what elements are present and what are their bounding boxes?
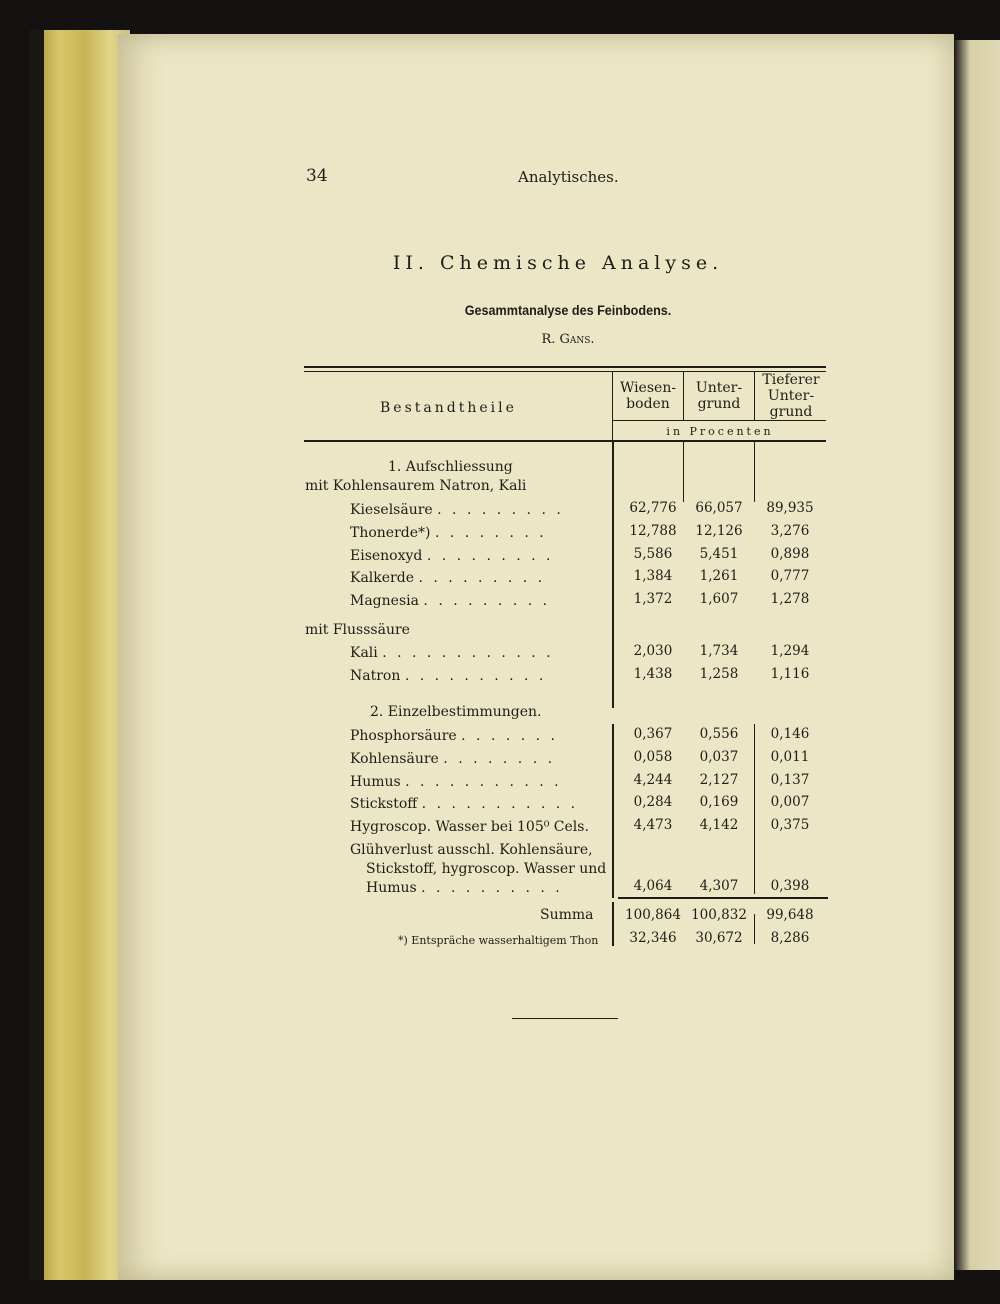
row-einzelbestimmung-label	[350, 796, 578, 812]
row-einzelbestimmung-value: 0,375	[770, 817, 810, 833]
row-flusssaeure-label-text: Natron	[350, 668, 401, 684]
row-aufschliessung-label-text: Magnesia	[350, 593, 419, 609]
row-einzelbestimmung-value: 0,058	[633, 749, 673, 765]
row-einzelbestimmung-leader-dots: . . . . . . .	[461, 728, 558, 744]
row-einzelbestimmung-label-text: Hygroscop. Wasser bei 105⁰ Cels.	[350, 819, 589, 835]
row-aufschliessung-value: 1,384	[633, 568, 673, 584]
footnote-vertical-rule	[612, 902, 614, 946]
row-einzelbestimmung-value: 0,007	[770, 794, 810, 810]
header-col-rule-2	[754, 372, 755, 420]
row-aufschliessung-leader-dots: . . . . . . . . .	[418, 570, 546, 586]
summa-label: Summa	[540, 907, 594, 923]
body-vertical-rule	[612, 442, 614, 708]
row-aufschliessung-label	[350, 525, 547, 541]
row-aufschliessung-value: 12,126	[695, 523, 743, 539]
row-flusssaeure-value: 1,438	[633, 666, 673, 682]
stub-header: Bestandtheile	[380, 400, 517, 416]
footnote-wiesenboden: 32,346	[629, 930, 677, 946]
summa-tieferer: 99,648	[766, 907, 814, 923]
column-header-untergrund: Unter- grund	[695, 380, 743, 412]
header-col-rule-1	[683, 372, 684, 420]
unit-top-rule	[612, 420, 826, 421]
table-subtitle: Gesammtanalyse des Feinbodens.	[464, 302, 672, 318]
book-page-edges	[30, 30, 130, 1280]
footnote: *) Entspräche wasserhaltigem Thon	[398, 934, 599, 947]
row-aufschliessung-value: 5,586	[633, 546, 673, 562]
row-flusssaeure-value: 1,258	[699, 666, 739, 682]
row-einzelbestimmung-label-text: Stickstoff	[350, 796, 418, 812]
row-einzelbestimmung-value: 2,127	[699, 772, 739, 788]
row-einzelbestimmung-value: 0,284	[633, 794, 673, 810]
row-einzelbestimmung-value: 0,137	[770, 772, 810, 788]
row-aufschliessung-value: 1,278	[770, 591, 810, 607]
page-number: 34	[306, 166, 328, 186]
column-header-tieferer-untergrund: Tieferer Unter- grund	[762, 372, 820, 420]
row-einzelbestimmung-label-text: Phosphorsäure	[350, 728, 457, 744]
row-flusssaeure-value: 1,294	[770, 643, 810, 659]
row-einzelbestimmung-label	[350, 774, 562, 790]
body-vertical-rule-2	[612, 724, 614, 898]
row-einzelbestimmung-value: 4,244	[633, 772, 673, 788]
row-einzelbestimmung-value: 0,556	[699, 726, 739, 742]
row-aufschliessung-value: 3,276	[770, 523, 810, 539]
row-aufschliessung-leader-dots: . . . . . . . . .	[423, 593, 551, 609]
row-einzelbestimmung-value: 0,037	[699, 749, 739, 765]
row-aufschliessung-label	[350, 593, 550, 609]
summa-rule	[618, 897, 828, 899]
facing-page-edge	[954, 40, 1000, 1270]
group-subtitle-aufschliessung: mit Kohlensaurem Natron, Kali	[305, 478, 527, 494]
row-aufschliessung-value: 1,372	[633, 591, 673, 607]
row-aufschliessung-label-text: Kalkerde	[350, 570, 414, 586]
row-label-gluehverlust-1: Glühverlust ausschl. Kohlensäure,	[350, 842, 593, 858]
row-einzelbestimmung-label-text: Kohlensäure	[350, 751, 439, 767]
header-vertical-rule	[612, 372, 613, 440]
header-bottom-rule	[304, 440, 826, 442]
group-title-flusssaeure: mit Flusssäure	[305, 622, 410, 638]
row-flusssaeure-value: 1,734	[699, 643, 739, 659]
row-einzelbestimmung-label	[350, 819, 589, 835]
group-title-aufschliessung: 1. Aufschliessung	[388, 459, 513, 475]
row-aufschliessung-value: 62,776	[629, 500, 677, 516]
row-aufschliessung-label	[350, 502, 564, 518]
table-top-rule-2	[304, 371, 826, 372]
row-flusssaeure-leader-dots: . . . . . . . . . .	[404, 668, 547, 684]
value-gluehverlust-untergrund: 4,307	[699, 878, 739, 894]
row-aufschliessung-leader-dots: . . . . . . . .	[434, 525, 547, 541]
row-einzelbestimmung-value: 4,142	[699, 817, 739, 833]
row-aufschliessung-leader-dots: . . . . . . . . .	[437, 502, 564, 518]
summa-untergrund: 100,832	[691, 907, 747, 923]
row-flusssaeure-label	[350, 645, 554, 661]
row-einzelbestimmung-value: 4,473	[633, 817, 673, 833]
author-line	[118, 332, 1000, 347]
row-flusssaeure-label-text: Kali	[350, 645, 378, 661]
row-aufschliessung-leader-dots: . . . . . . . . .	[426, 548, 554, 564]
row-einzelbestimmung-label-text: Humus	[350, 774, 401, 790]
row-flusssaeure-label	[350, 668, 546, 684]
row-einzelbestimmung-leader-dots: . . . . . . . . . . .	[405, 774, 562, 790]
group-title-einzelbestimmungen: 2. Einzelbestimmungen.	[370, 704, 542, 720]
row-aufschliessung-value: 0,898	[770, 546, 810, 562]
value-gluehverlust-tieferer: 0,398	[770, 878, 810, 894]
row-label-gluehverlust-3: Humus . . . . . . . . . .	[366, 880, 563, 896]
table-top-rule	[304, 366, 826, 368]
row-aufschliessung-label-text: Kieselsäure	[350, 502, 433, 518]
section-title: II. Chemische Analyse.	[392, 252, 724, 274]
row-aufschliessung-label	[350, 548, 554, 564]
row-einzelbestimmung-value: 0,367	[633, 726, 673, 742]
row-flusssaeure-value: 1,116	[770, 666, 810, 682]
row-einzelbestimmung-value: 0,169	[699, 794, 739, 810]
row-einzelbestimmung-label	[350, 728, 558, 744]
row-flusssaeure-leader-dots: . . . . . . . . . . . .	[382, 645, 554, 661]
row-aufschliessung-label	[350, 570, 545, 586]
row-flusssaeure-value: 2,030	[633, 643, 673, 659]
row-aufschliessung-value: 66,057	[695, 500, 743, 516]
book-page	[118, 34, 954, 1280]
row-aufschliessung-value: 12,788	[629, 523, 677, 539]
row-aufschliessung-value: 5,451	[699, 546, 739, 562]
row-aufschliessung-value: 0,777	[770, 568, 810, 584]
unit-label: in Procenten	[666, 425, 774, 438]
row-aufschliessung-value: 89,935	[766, 500, 814, 516]
body-col-rule-1	[683, 442, 684, 502]
row-einzelbestimmung-leader-dots: . . . . . . . . . . .	[421, 796, 579, 812]
column-header-wiesenboden: Wiesen- boden	[619, 380, 677, 412]
end-rule	[512, 1018, 618, 1019]
body-col-rule-2	[754, 442, 755, 502]
row-aufschliessung-label-text: Thonerde*)	[350, 525, 431, 541]
footnote-untergrund: 30,672	[695, 930, 743, 946]
row-einzelbestimmung-label	[350, 751, 555, 767]
row-aufschliessung-value: 1,261	[699, 568, 739, 584]
row-einzelbestimmung-value: 0,011	[770, 749, 810, 765]
row-aufschliessung-label-text: Eisenoxyd	[350, 548, 423, 564]
author-initial: R.	[541, 332, 560, 347]
footnote-tieferer: 8,286	[770, 930, 810, 946]
summa-wiesenboden: 100,864	[625, 907, 681, 923]
value-gluehverlust-wiesenboden: 4,064	[633, 878, 673, 894]
running-head: Analytisches.	[518, 168, 619, 186]
row-label-gluehverlust-2: Stickstoff, hygroscop. Wasser und	[366, 861, 607, 877]
author-name: Gans.	[559, 332, 595, 347]
row-einzelbestimmung-value: 0,146	[770, 726, 810, 742]
row-aufschliessung-value: 1,607	[699, 591, 739, 607]
row-einzelbestimmung-leader-dots: . . . . . . . .	[443, 751, 556, 767]
